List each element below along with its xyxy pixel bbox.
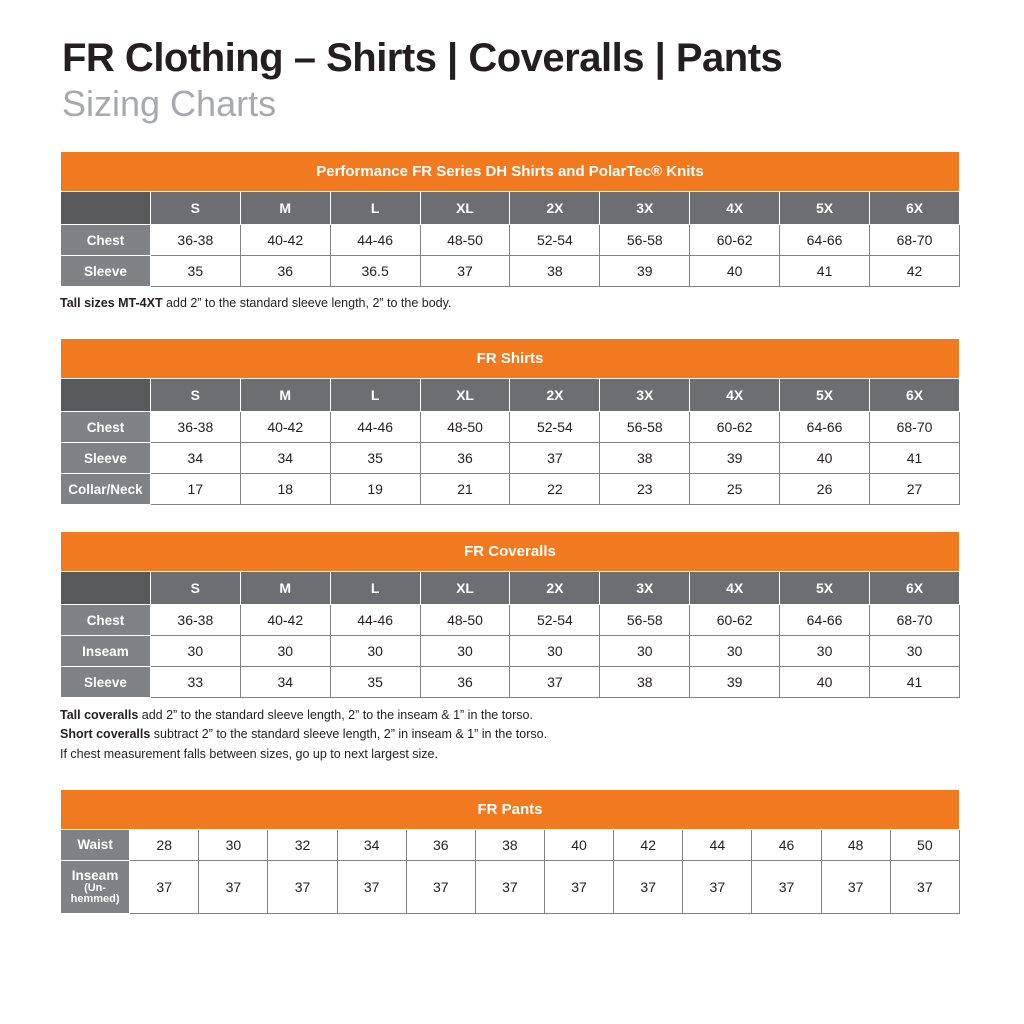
top-spacer: [60, 0, 964, 12]
measurement-cell: 30: [510, 636, 600, 667]
measurement-cell: 68-70: [870, 605, 960, 636]
table-title-row: [61, 789, 960, 829]
measurement-cell: 18: [240, 474, 330, 505]
sizing-table: [60, 151, 960, 287]
measurement-cell: 34: [337, 829, 406, 860]
measurement-cell: 39: [600, 256, 690, 287]
size-header-cell: L: [330, 572, 420, 605]
measurement-cell: 37: [130, 860, 199, 913]
note-emphasis: Tall sizes MT-4XT: [60, 296, 163, 311]
measurement-cell: 48-50: [420, 225, 510, 256]
chart-fr-coveralls: [60, 531, 964, 762]
measurement-cell: 17: [150, 474, 240, 505]
measurement-cell: 37: [752, 860, 821, 913]
table-row: [61, 443, 960, 474]
measurement-cell: 37: [614, 860, 683, 913]
measurement-cell: 56-58: [600, 605, 690, 636]
measurement-cell: 48: [821, 829, 890, 860]
size-header-cell: 5X: [780, 192, 870, 225]
size-header-cell: 6X: [870, 572, 960, 605]
size-header-cell: 4X: [690, 192, 780, 225]
row-label: Inseam: [61, 636, 151, 667]
sizing-table: [60, 338, 960, 505]
size-header-cell: M: [240, 192, 330, 225]
row-label: Sleeve: [61, 667, 151, 698]
row-label: Chest: [61, 412, 151, 443]
measurement-cell: 40-42: [240, 225, 330, 256]
measurement-cell: 32: [268, 829, 337, 860]
measurement-cell: 37: [544, 860, 613, 913]
measurement-cell: 37: [420, 256, 510, 287]
measurement-cell: 35: [330, 443, 420, 474]
table-row: [61, 474, 960, 505]
measurement-cell: 34: [150, 443, 240, 474]
table-row: [61, 225, 960, 256]
measurement-cell: 40: [780, 443, 870, 474]
measurement-cell: 52-54: [510, 412, 600, 443]
notes-block: [60, 706, 964, 762]
table-row: [61, 860, 960, 913]
table-title-row: [61, 532, 960, 572]
note-text: add 2” to the standard sleeve length, 2” to the inseam & 1” in the torso.: [138, 708, 533, 723]
size-header-cell: 3X: [600, 192, 690, 225]
measurement-cell: 46: [752, 829, 821, 860]
row-label-sublabel: (Un-hemmed): [70, 881, 120, 906]
measurement-cell: 64-66: [780, 605, 870, 636]
measurement-cell: 37: [406, 860, 475, 913]
measurement-cell: 40: [690, 256, 780, 287]
size-header-cell: 4X: [690, 572, 780, 605]
size-header-cell: S: [150, 572, 240, 605]
measurement-cell: 28: [130, 829, 199, 860]
measurement-cell: 37: [510, 443, 600, 474]
measurement-cell: 42: [870, 256, 960, 287]
table-title-row: [61, 339, 960, 379]
measurement-cell: 39: [690, 667, 780, 698]
size-header-cell: M: [240, 379, 330, 412]
measurement-cell: 37: [821, 860, 890, 913]
measurement-cell: 36-38: [150, 225, 240, 256]
note-emphasis: Tall coveralls: [60, 708, 139, 723]
size-header-cell: M: [240, 572, 330, 605]
measurement-cell: 40: [544, 829, 613, 860]
sizing-table: [60, 789, 960, 914]
table-title: Performance FR Series DH Shirts and PolarTec® Knits: [61, 152, 960, 192]
measurement-cell: 22: [510, 474, 600, 505]
measurement-cell: 30: [420, 636, 510, 667]
row-label: Sleeve: [61, 443, 151, 474]
measurement-cell: 36-38: [150, 412, 240, 443]
size-header-cell: XL: [420, 192, 510, 225]
measurement-cell: 30: [780, 636, 870, 667]
size-header-cell: XL: [420, 379, 510, 412]
size-header-cell: L: [330, 192, 420, 225]
measurement-cell: 44-46: [330, 225, 420, 256]
size-header-cell: 6X: [870, 379, 960, 412]
size-header-cell: 2X: [510, 572, 600, 605]
measurement-cell: 44-46: [330, 412, 420, 443]
measurement-cell: 64-66: [780, 225, 870, 256]
row-label: Chest: [61, 225, 151, 256]
measurement-cell: 42: [614, 829, 683, 860]
table-note: [60, 706, 964, 724]
measurement-cell: 37: [683, 860, 752, 913]
measurement-cell: 41: [870, 443, 960, 474]
table-header-row: [61, 572, 960, 605]
row-label: [61, 860, 130, 913]
measurement-cell: 36: [420, 443, 510, 474]
measurement-cell: 23: [600, 474, 690, 505]
measurement-cell: 38: [475, 829, 544, 860]
sizing-table: [60, 531, 960, 698]
row-label: Waist: [61, 829, 130, 860]
row-label: Chest: [61, 605, 151, 636]
size-header-cell: 5X: [780, 379, 870, 412]
row-label-text: Inseam: [71, 867, 119, 883]
size-header-cell: S: [150, 192, 240, 225]
measurement-cell: 41: [870, 667, 960, 698]
measurement-cell: 37: [475, 860, 544, 913]
measurement-cell: 48-50: [420, 412, 510, 443]
page-subtitle: Sizing Charts: [62, 83, 277, 124]
size-header-cell: 6X: [870, 192, 960, 225]
size-header-cell: 3X: [600, 572, 690, 605]
measurement-cell: 37: [268, 860, 337, 913]
measurement-cell: 34: [240, 443, 330, 474]
measurement-cell: 38: [510, 256, 600, 287]
measurement-cell: 27: [870, 474, 960, 505]
measurement-cell: 40: [780, 667, 870, 698]
table-row: [61, 256, 960, 287]
measurement-cell: 38: [600, 667, 690, 698]
measurement-cell: 30: [240, 636, 330, 667]
chart-performance-fr-series: [60, 151, 964, 312]
measurement-cell: 44: [683, 829, 752, 860]
measurement-cell: 25: [690, 474, 780, 505]
size-header-cell: 3X: [600, 379, 690, 412]
chart-fr-shirts: [60, 338, 964, 505]
table-row: [61, 605, 960, 636]
size-header-cell: 4X: [690, 379, 780, 412]
measurement-cell: 36: [406, 829, 475, 860]
measurement-cell: 64-66: [780, 412, 870, 443]
note-emphasis: Short coveralls: [60, 727, 151, 742]
table-title: FR Coveralls: [61, 532, 960, 572]
page-title: FR Clothing – Shirts | Coveralls | Pants: [62, 36, 783, 80]
measurement-cell: 36: [240, 256, 330, 287]
table-row: [61, 412, 960, 443]
measurement-cell: 26: [780, 474, 870, 505]
measurement-cell: 36: [420, 667, 510, 698]
measurement-cell: 34: [240, 667, 330, 698]
measurement-cell: 19: [330, 474, 420, 505]
row-label: Sleeve: [61, 256, 151, 287]
measurement-cell: 56-58: [600, 412, 690, 443]
measurement-cell: 35: [150, 256, 240, 287]
measurement-cell: 68-70: [870, 412, 960, 443]
table-row: [61, 829, 960, 860]
size-header-cell: 5X: [780, 572, 870, 605]
header-corner-cell: [61, 192, 151, 225]
measurement-cell: 60-62: [690, 225, 780, 256]
measurement-cell: 52-54: [510, 225, 600, 256]
measurement-cell: 37: [510, 667, 600, 698]
note-text: subtract 2” to the standard sleeve length, 2” in inseam & 1” in the torso.: [150, 727, 548, 742]
measurement-cell: 37: [199, 860, 268, 913]
measurement-cell: 52-54: [510, 605, 600, 636]
measurement-cell: 41: [780, 256, 870, 287]
measurement-cell: 35: [330, 667, 420, 698]
table-title-row: [61, 152, 960, 192]
measurement-cell: 30: [150, 636, 240, 667]
table-title: FR Shirts: [61, 339, 960, 379]
measurement-cell: 39: [690, 443, 780, 474]
header-corner-cell: [61, 379, 151, 412]
measurement-cell: 30: [199, 829, 268, 860]
table-note: [60, 725, 964, 743]
table-row: [61, 636, 960, 667]
size-header-cell: 2X: [510, 379, 600, 412]
measurement-cell: 38: [600, 443, 690, 474]
chart-fr-pants: [60, 789, 964, 914]
measurement-cell: 30: [600, 636, 690, 667]
measurement-cell: 21: [420, 474, 510, 505]
measurement-cell: 44-46: [330, 605, 420, 636]
measurement-cell: 37: [337, 860, 406, 913]
measurement-cell: 60-62: [690, 412, 780, 443]
measurement-cell: 60-62: [690, 605, 780, 636]
measurement-cell: 30: [870, 636, 960, 667]
size-header-cell: S: [150, 379, 240, 412]
header-corner-cell: [61, 572, 151, 605]
measurement-cell: 56-58: [600, 225, 690, 256]
size-header-cell: 2X: [510, 192, 600, 225]
measurement-cell: 30: [330, 636, 420, 667]
note-text: If chest measurement falls between sizes, go up to next largest size.: [60, 746, 438, 761]
table-row: [61, 667, 960, 698]
measurement-cell: 68-70: [870, 225, 960, 256]
table-note: [60, 294, 964, 312]
table-header-row: [61, 192, 960, 225]
measurement-cell: 48-50: [420, 605, 510, 636]
measurement-cell: 36-38: [150, 605, 240, 636]
row-label: Collar/Neck: [61, 474, 151, 505]
measurement-cell: 36.5: [330, 256, 420, 287]
table-header-row: [61, 379, 960, 412]
note-text: add 2” to the standard sleeve length, 2” to the body.: [162, 296, 452, 311]
measurement-cell: 30: [690, 636, 780, 667]
measurement-cell: 50: [890, 829, 959, 860]
table-note: [60, 745, 964, 763]
measurement-cell: 37: [890, 860, 959, 913]
table-title: FR Pants: [61, 789, 960, 829]
measurement-cell: 40-42: [240, 605, 330, 636]
size-header-cell: L: [330, 379, 420, 412]
size-header-cell: XL: [420, 572, 510, 605]
measurement-cell: 40-42: [240, 412, 330, 443]
measurement-cell: 33: [150, 667, 240, 698]
